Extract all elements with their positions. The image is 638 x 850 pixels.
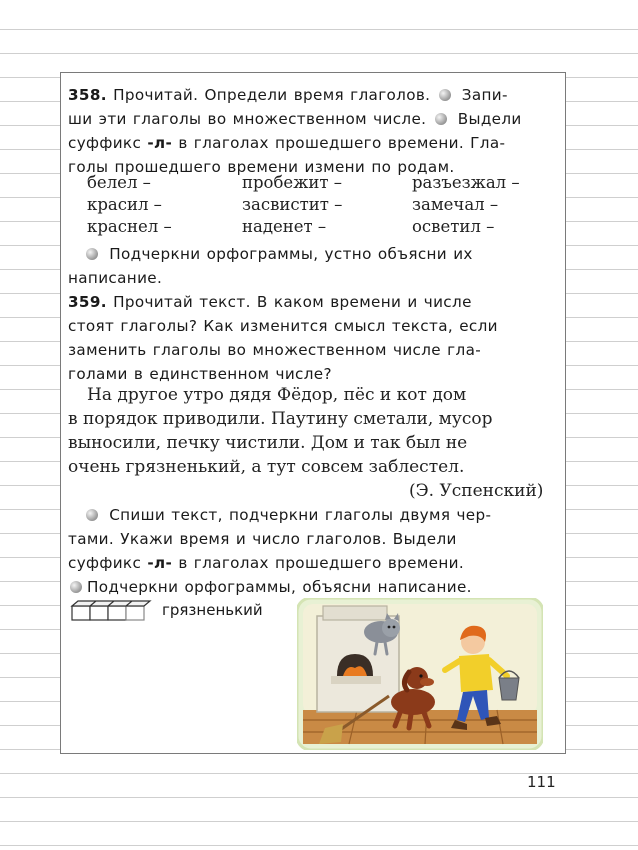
page-number: 111	[527, 773, 556, 791]
ex359-line-1: 359. Прочитай текст. В каком времени и числе	[68, 293, 472, 311]
ex358-line-1: 358. Прочитай. Определи время глаголов. Запи-	[68, 86, 508, 104]
illustration-kitchen-scene	[297, 598, 543, 750]
story-line-4: очень грязненький, а тут совсем заблестел.	[68, 457, 465, 477]
ex359-task-line-2: тами. Укажи время и число глаголов. Выдели	[68, 530, 457, 548]
ex358-line-2: ши эти глаголы во множественном числе. Выдели	[68, 110, 522, 128]
ex359-task-line-3: суффикс -л- в глаголах прошедшего времени.	[68, 554, 464, 572]
suffix-marker: -л-	[147, 554, 173, 572]
bullet-icon	[435, 113, 447, 125]
verb-item: замечал –	[412, 195, 499, 214]
verb-row	[87, 217, 557, 239]
verb-item: осветил –	[412, 217, 495, 236]
bullet-icon	[439, 89, 451, 101]
ex358-task-line-1: Подчеркни орфограммы, устно объясни их	[68, 242, 556, 266]
verb-item: белел –	[87, 173, 151, 192]
story-line-3: выносили, печку чистили. Дом и так был не	[68, 433, 468, 453]
story-line-1: На другое утро дядя Фёдор, пёс и кот дом	[87, 385, 467, 405]
verb-item: краснел –	[87, 217, 172, 236]
bullet-icon	[70, 581, 82, 593]
letter-cells-icon	[70, 600, 156, 622]
ex359-task-line-4: Подчеркни орфограммы, объясни написание.	[68, 575, 556, 599]
ex358-number: 358.	[68, 86, 107, 104]
verb-item: красил –	[87, 195, 162, 214]
verb-item: разъезжал –	[412, 173, 520, 192]
verb-item: засвистит –	[242, 195, 343, 214]
bullet-icon	[86, 248, 98, 260]
ex359-task-line-1: Спиши текст, подчеркни глаголы двумя чер-	[68, 503, 556, 527]
ex359-line-2: стоят глаголы? Как изменится смысл текста, если	[68, 317, 498, 335]
verb-item: наденет –	[242, 217, 327, 236]
ex358-line-4: голы прошедшего времени измени по родам.	[68, 158, 455, 176]
verb-row	[87, 195, 557, 217]
ex359-number: 359.	[68, 293, 107, 311]
verb-list	[87, 173, 557, 239]
story-author: (Э. Успенский)	[409, 481, 544, 501]
suffix-marker: -л-	[147, 134, 173, 152]
vocabulary-word: грязненький	[162, 601, 263, 619]
ex358-line-3: суффикс -л- в глаголах прошедшего времени. Гла-	[68, 134, 506, 152]
story-line-2: в порядок приводили. Паутину сметали, мусор	[68, 409, 493, 429]
ex359-line-4: голами в единственном числе?	[68, 365, 332, 383]
bullet-icon	[86, 509, 98, 521]
ex359-line-3: заменить глаголы во множественном числе гла-	[68, 341, 482, 359]
verb-row	[87, 173, 557, 195]
verb-item: пробежит –	[242, 173, 342, 192]
ex358-task-line-2: написание.	[68, 269, 163, 287]
